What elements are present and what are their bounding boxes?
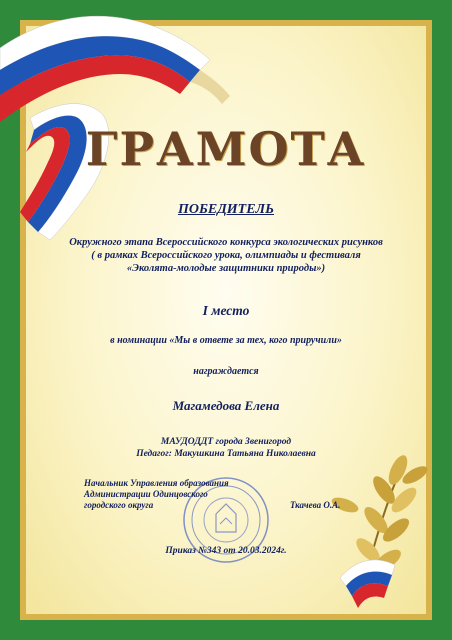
winner-label: ПОБЕДИТЕЛЬ (177, 202, 275, 217)
ribbon-bottom-right (340, 560, 395, 608)
description-line: ( в рамках Всероссийского урока, олимпиады и фестиваля (91, 250, 361, 261)
signer-name: Ткачева О.А. (290, 500, 341, 510)
nomination: в номинации «Мы в ответе за тех, кого приручили» (110, 335, 342, 346)
official-line: Администрации Одинцовского (84, 489, 208, 499)
description-line: «Эколята-молодые защитники природы») (126, 263, 326, 274)
official-line: Начальник Управления образования (84, 478, 229, 488)
teacher: Педагог: Макушкина Татьяна Николаевна (136, 449, 316, 459)
certificate-title: ГРАМОТА (85, 122, 367, 176)
recipient-name: Магамедова Елена (172, 398, 280, 413)
description-line: Окружного этапа Всероссийского конкурса экологических рисунков (69, 237, 383, 248)
official-title (84, 478, 229, 511)
official-line: городского округа (84, 500, 154, 510)
awarded-text: награждается (193, 366, 259, 377)
organization: МАУДОДДТ города Звенигород (160, 437, 292, 447)
place: I место (202, 303, 250, 318)
organization-block (0, 436, 452, 460)
contest-description (0, 236, 452, 275)
order-number: Приказ №343 от 20.03.2024г. (165, 546, 287, 556)
